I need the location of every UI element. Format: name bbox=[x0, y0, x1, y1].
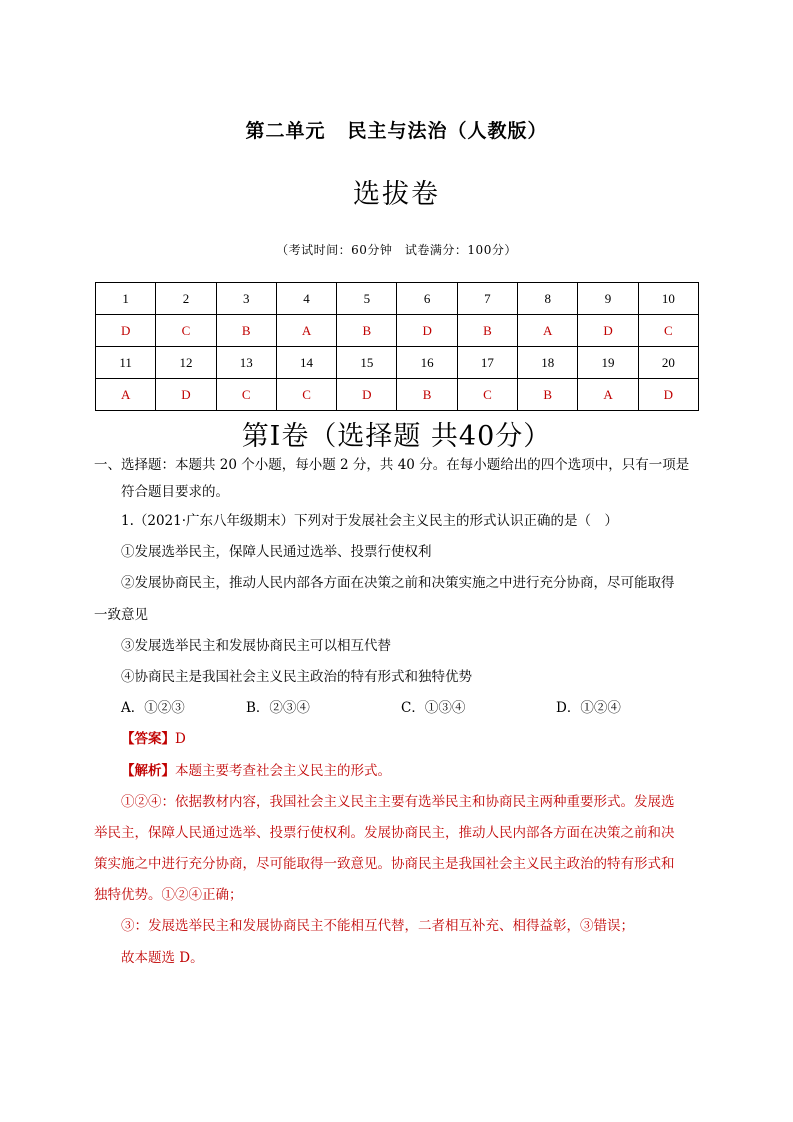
question-number-cell: 2 bbox=[156, 283, 216, 315]
question-number-cell: 11 bbox=[96, 347, 156, 379]
question-number-cell: 13 bbox=[216, 347, 276, 379]
answer-options bbox=[121, 693, 621, 724]
answer-cell: C bbox=[638, 315, 698, 347]
answer-cell: B bbox=[397, 379, 457, 411]
answer-table-answer-row bbox=[96, 379, 699, 411]
answer-table-number-row bbox=[96, 347, 699, 379]
question-number-cell: 16 bbox=[397, 347, 457, 379]
answer-line bbox=[121, 724, 186, 755]
analysis-intro: 本题主要考查社会主义民主的形式。 bbox=[175, 763, 391, 779]
question-number-cell: 6 bbox=[397, 283, 457, 315]
answer-cell: C bbox=[457, 379, 517, 411]
question-number-cell: 15 bbox=[337, 347, 397, 379]
exam-info: （考试时间：60分钟 试卷满分：100分） bbox=[276, 243, 517, 257]
analysis-line bbox=[121, 756, 391, 787]
statement-1: ①发展选举民主，保障人民通过选举、投票行使权利 bbox=[121, 544, 432, 560]
analysis-paragraph-1-cont: 策实施之中进行充分协商，尽可能取得一致意见。协商民主是我国社会主义民主政治的特有形式和 bbox=[94, 856, 675, 872]
answer-cell: A bbox=[96, 379, 156, 411]
answer-table-number-row bbox=[96, 283, 699, 315]
analysis-paragraph-1-cont: 举民主，保障人民通过选举、投票行使权利。发展协商民主，推动人民内部各方面在决策之前和决 bbox=[94, 825, 675, 841]
option-c: C．①③④ bbox=[401, 700, 466, 716]
answer-label: 【答案】 bbox=[121, 731, 175, 747]
answer-cell: D bbox=[156, 379, 216, 411]
statement-2: ②发展协商民主，推动人民内部各方面在决策之前和决策实施之中进行充分协商，尽可能取得 bbox=[121, 575, 675, 591]
question-number-cell: 8 bbox=[518, 283, 578, 315]
statement-4: ④协商民主是我国社会主义民主政治的特有形式和独特优势 bbox=[121, 669, 472, 685]
section-title: 第Ⅰ卷（选择题 共40分） bbox=[241, 421, 552, 452]
answer-cell: D bbox=[638, 379, 698, 411]
question-number-cell: 5 bbox=[337, 283, 397, 315]
unit-label: 第二单元 bbox=[245, 120, 326, 142]
analysis-paragraph-1-cont: 独特优势。①②④正确； bbox=[94, 887, 243, 903]
question-number-cell: 1 bbox=[96, 283, 156, 315]
question-number-cell: 4 bbox=[276, 283, 336, 315]
question-number-cell: 3 bbox=[216, 283, 276, 315]
analysis-paragraph-1: ①②④：依据教材内容，我国社会主义民主主要有选举民主和协商民主两种重要形式。发展选 bbox=[121, 794, 675, 810]
answer-cell: C bbox=[216, 379, 276, 411]
question-number-cell: 17 bbox=[457, 347, 517, 379]
question-number-cell: 20 bbox=[638, 347, 698, 379]
answer-cell: A bbox=[518, 315, 578, 347]
answer-cell: D bbox=[337, 379, 397, 411]
unit-topic: 民主与法治（人教版） bbox=[347, 120, 548, 142]
unit-title bbox=[0, 116, 793, 143]
answer-cell: C bbox=[276, 379, 336, 411]
section-instruction-cont: 符合题目要求的。 bbox=[121, 484, 229, 500]
question-number-cell: 19 bbox=[578, 347, 638, 379]
answer-key-table bbox=[95, 282, 699, 411]
answer-table-answer-row bbox=[96, 315, 699, 347]
answer-cell: C bbox=[156, 315, 216, 347]
question-number-cell: 14 bbox=[276, 347, 336, 379]
option-b: B．②③④ bbox=[246, 700, 310, 716]
answer-cell: A bbox=[276, 315, 336, 347]
question-number-cell: 18 bbox=[518, 347, 578, 379]
statement-2-cont: 一致意见 bbox=[94, 607, 148, 623]
answer-cell: D bbox=[397, 315, 457, 347]
answer-cell: D bbox=[96, 315, 156, 347]
answer-cell: D bbox=[578, 315, 638, 347]
question-number-cell: 7 bbox=[457, 283, 517, 315]
option-a: A．①②③ bbox=[121, 700, 185, 716]
analysis-conclusion: 故本题选 D。 bbox=[121, 950, 204, 966]
answer-cell: B bbox=[457, 315, 517, 347]
question-number-cell: 12 bbox=[156, 347, 216, 379]
question-stem: 1.（2021·广东八年级期末）下列对于发展社会主义民主的形式认识正确的是（ ） bbox=[121, 513, 619, 529]
option-d: D．①②④ bbox=[556, 700, 621, 716]
analysis-paragraph-2: ③：发展选举民主和发展协商民主不能相互代替，二者相互补充、相得益彰，③错误； bbox=[121, 918, 634, 934]
analysis-label: 【解析】 bbox=[121, 763, 175, 779]
question-number-cell: 9 bbox=[578, 283, 638, 315]
question-number-cell: 10 bbox=[638, 283, 698, 315]
paper-type-title: 选拔卷 bbox=[353, 179, 440, 210]
statement-3: ③发展选举民主和发展协商民主可以相互代替 bbox=[121, 638, 391, 654]
answer-cell: B bbox=[337, 315, 397, 347]
answer-value: D bbox=[175, 731, 186, 747]
answer-cell: A bbox=[578, 379, 638, 411]
answer-cell: B bbox=[216, 315, 276, 347]
section-instruction: 一、选择题：本题共 20 个小题，每小题 2 分，共 40 分。在每小题给出的四个选项中，只有一项是 bbox=[94, 457, 690, 473]
answer-cell: B bbox=[518, 379, 578, 411]
